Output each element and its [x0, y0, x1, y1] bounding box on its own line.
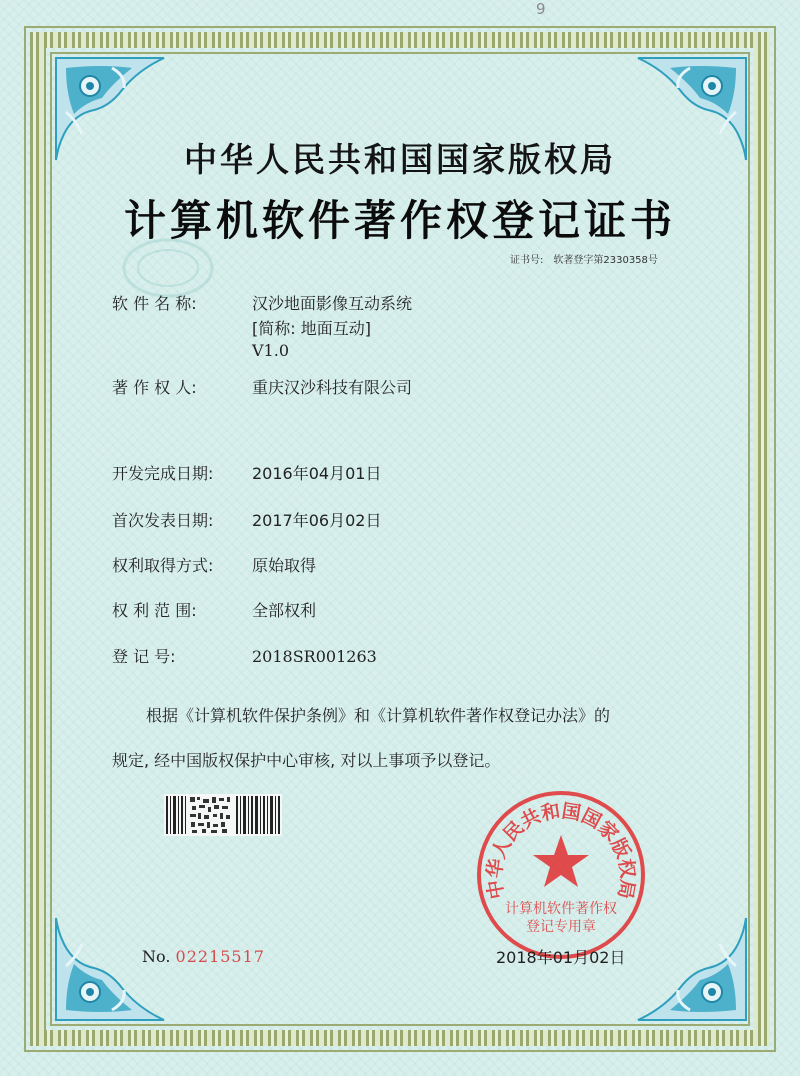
issue-date: 2018年01月02日	[496, 948, 626, 967]
certificate-title: 计算机软件著作权登记证书	[123, 196, 676, 245]
reg-no-label: 登 记 号:	[112, 647, 176, 666]
acquire-row	[112, 553, 316, 576]
seal-inner-line-1: 计算机软件著作权	[505, 901, 617, 917]
pub-date-row	[112, 508, 381, 531]
serial-value: 02215517	[175, 947, 265, 966]
acquire-value: 原始取得	[252, 556, 317, 575]
reg-no-row	[112, 644, 377, 667]
barcode-icon	[164, 794, 282, 836]
issuer-title: 中华人民共和国国家版权局	[184, 140, 616, 179]
dev-date-label: 开发完成日期:	[112, 464, 214, 483]
statement-line-2: 规定, 经中国版权保护中心审核, 对以上事项予以登记。	[112, 751, 501, 770]
serial-label: No.	[142, 947, 171, 966]
handwritten-note: 9	[536, 0, 546, 18]
software-name-row	[112, 291, 412, 314]
software-short-name: [简称: 地面互动]	[252, 319, 371, 338]
software-name-label: 软 件 名 称:	[112, 294, 197, 313]
scope-row	[112, 598, 316, 621]
reg-no-value: 2018SR001263	[252, 647, 377, 666]
official-seal-icon	[475, 789, 647, 961]
pub-date-value: 2017年06月02日	[252, 511, 382, 530]
software-version: V1.0	[252, 341, 289, 360]
scope-value: 全部权利	[252, 601, 317, 620]
dev-date-value: 2016年04月01日	[252, 464, 382, 483]
certificate-number-value: 软著登字第2330358号	[553, 255, 658, 266]
seal-inner-line-2: 登记专用章	[526, 919, 596, 935]
statement-line-1: 根据《计算机软件保护条例》和《计算机软件著作权登记办法》的	[146, 706, 611, 725]
owner-row	[112, 375, 412, 398]
scope-label: 权 利 范 围:	[112, 601, 197, 620]
owner-label: 著 作 权 人:	[112, 378, 197, 397]
certificate-number	[510, 251, 668, 266]
software-name-value: 汉沙地面影像互动系统	[252, 294, 413, 313]
corner-ornament-icon	[630, 914, 750, 1024]
dev-date-row	[112, 461, 381, 484]
acquire-label: 权利取得方式:	[112, 556, 214, 575]
pub-date-label: 首次发表日期:	[112, 511, 214, 530]
certificate-number-label: 证书号:	[510, 255, 544, 266]
seal-outer-text: 中华人民共和国国家版权局	[483, 800, 639, 901]
owner-value: 重庆汉沙科技有限公司	[252, 378, 413, 397]
serial-number	[142, 947, 265, 966]
corner-ornament-icon	[52, 914, 172, 1024]
